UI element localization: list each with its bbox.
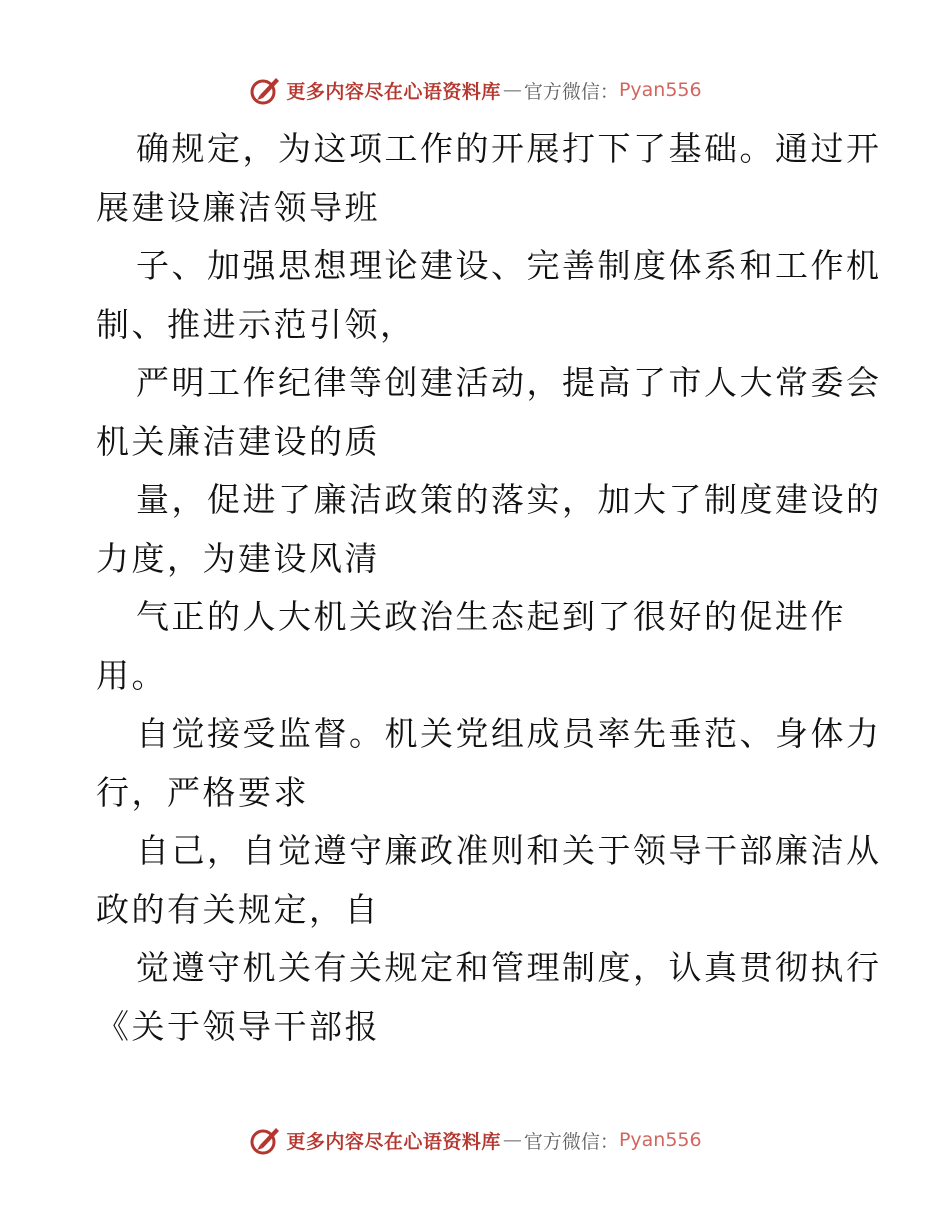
text-line: 政的有关规定，自: [96, 889, 380, 929]
text-line: 《关于领导干部报: [96, 1006, 380, 1046]
text-line: 子、加强思想理论建设、完善制度体系和工作机: [136, 246, 882, 285]
footer-banner: [0, 1120, 950, 1160]
text-line: 制、推进示范引领，: [96, 304, 416, 344]
official-wechat-label: 官方微信：: [523, 80, 619, 103]
text-line: 机关廉洁建设的质: [96, 421, 380, 461]
wechat-id: Pyan556: [618, 1129, 702, 1151]
banner-separator: —: [502, 1129, 522, 1151]
brand-name: 更多内容尽在心语资料库: [286, 80, 501, 103]
official-wechat-label: 官方微信：: [523, 1130, 619, 1153]
wechat-id: Pyan556: [618, 79, 702, 101]
text-line: 自己，自觉遵守廉政准则和关于领导干部廉洁从: [136, 831, 882, 870]
header-banner: [0, 70, 950, 110]
text-line: 力度，为建设风清: [96, 538, 380, 578]
banner-separator: —: [502, 79, 522, 101]
text-line: 行，严格要求: [96, 772, 309, 812]
text-line: 气正的人大机关政治生态起到了很好的促进作: [136, 597, 846, 636]
document-body: [96, 120, 882, 1056]
text-line: 确规定，为这项工作的开展打下了基础。通过开: [136, 129, 882, 168]
text-line: 觉遵守机关有关规定和管理制度，认真贯彻执行: [136, 948, 882, 987]
text-line: 自觉接受监督。机关党组成员率先垂范、身体力: [136, 714, 882, 753]
text-line: 展建设廉洁领导班: [96, 187, 380, 227]
brand-name: 更多内容尽在心语资料库: [286, 1130, 501, 1153]
text-line: 用。: [96, 655, 167, 695]
quill-pen-logo-icon: [248, 1123, 282, 1157]
quill-pen-logo-icon: [248, 73, 282, 107]
text-line: 严明工作纪律等创建活动，提高了市人大常委会: [136, 363, 882, 402]
text-line: 量，促进了廉洁政策的落实，加大了制度建设的: [136, 480, 882, 519]
